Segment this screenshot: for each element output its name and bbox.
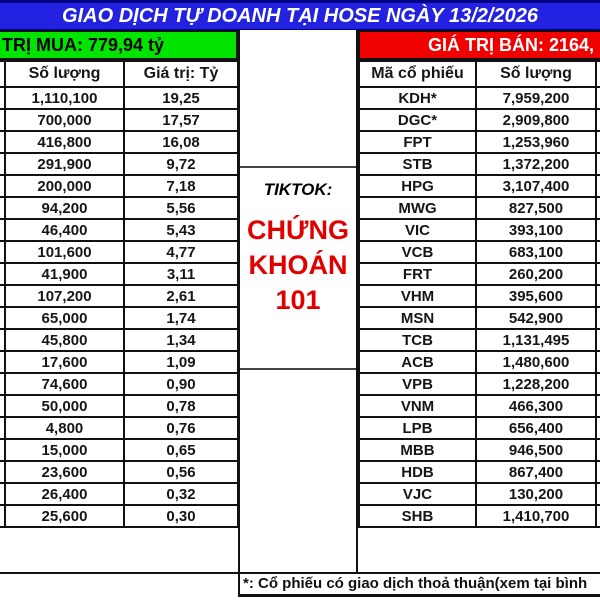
table-row bbox=[359, 417, 600, 439]
sell-quantity-cell: 827,500 bbox=[476, 197, 596, 219]
table-row bbox=[0, 505, 238, 527]
sell-ticker-cell: MBB bbox=[359, 439, 476, 461]
table-row bbox=[359, 395, 600, 417]
table-row bbox=[359, 87, 600, 109]
sell-quantity-cell: 867,400 bbox=[476, 461, 596, 483]
buy-quantity-cell: 416,800 bbox=[5, 131, 124, 153]
table-row bbox=[0, 175, 238, 197]
buy-table bbox=[0, 60, 239, 528]
table-row bbox=[359, 219, 600, 241]
cut-edge-cell bbox=[596, 285, 600, 307]
table-row bbox=[0, 197, 238, 219]
table-row bbox=[0, 153, 238, 175]
channel-line-1: CHỨNG bbox=[247, 215, 349, 245]
sell-ticker-cell: HPG bbox=[359, 175, 476, 197]
table-row bbox=[359, 329, 600, 351]
page-title: GIAO DỊCH TỰ DOANH TẠI HOSE NGÀY 13/2/2026 bbox=[0, 0, 600, 30]
table-row bbox=[359, 307, 600, 329]
buy-quantity-cell: 26,400 bbox=[5, 483, 124, 505]
table-row bbox=[359, 483, 600, 505]
buy-quantity-cell: 23,600 bbox=[5, 461, 124, 483]
cut-edge-cell bbox=[596, 395, 600, 417]
sell-ticker-cell: LPB bbox=[359, 417, 476, 439]
cut-edge-cell bbox=[596, 483, 600, 505]
tiktok-label: TIKTOK: bbox=[263, 180, 333, 199]
table-row bbox=[359, 439, 600, 461]
sell-quantity-cell: 1,480,600 bbox=[476, 351, 596, 373]
sell-quantity-cell: 1,253,960 bbox=[476, 131, 596, 153]
table-row bbox=[359, 131, 600, 153]
sell-ticker-cell: STB bbox=[359, 153, 476, 175]
cut-edge-cell bbox=[596, 241, 600, 263]
sell-ticker-cell: MSN bbox=[359, 307, 476, 329]
buy-quantity-cell: 700,000 bbox=[5, 109, 124, 131]
buy-value-cell: 0,90 bbox=[124, 373, 238, 395]
sell-quantity-cell: 393,100 bbox=[476, 219, 596, 241]
table-row bbox=[0, 329, 238, 351]
sell-ticker-cell: KDH* bbox=[359, 87, 476, 109]
cut-edge-cell bbox=[596, 505, 600, 527]
channel-name bbox=[240, 213, 356, 318]
table-row bbox=[359, 285, 600, 307]
buy-quantity-cell: 46,400 bbox=[5, 219, 124, 241]
cut-edge-cell bbox=[596, 417, 600, 439]
table-row bbox=[0, 351, 238, 373]
table-row bbox=[0, 483, 238, 505]
sell-quantity-cell: 3,107,400 bbox=[476, 175, 596, 197]
sell-table-body bbox=[359, 87, 600, 527]
cut-edge-cell bbox=[596, 175, 600, 197]
buy-quantity-cell: 50,000 bbox=[5, 395, 124, 417]
buy-value-cell: 0,56 bbox=[124, 461, 238, 483]
sell-quantity-cell: 1,131,495 bbox=[476, 329, 596, 351]
table-bottom-border bbox=[0, 572, 238, 574]
promo-box bbox=[240, 166, 356, 370]
cut-edge-cell bbox=[596, 131, 600, 153]
buy-value-cell: 7,18 bbox=[124, 175, 238, 197]
cut-edge-cell bbox=[596, 307, 600, 329]
sell-quantity-cell: 1,228,200 bbox=[476, 373, 596, 395]
sell-ticker-cell: VNM bbox=[359, 395, 476, 417]
buy-value-cell: 0,78 bbox=[124, 395, 238, 417]
buy-quantity-cell: 17,600 bbox=[5, 351, 124, 373]
sell-ticker-cell: VIC bbox=[359, 219, 476, 241]
table-row bbox=[0, 219, 238, 241]
table-row bbox=[359, 197, 600, 219]
table-row bbox=[0, 131, 238, 153]
table-row bbox=[359, 153, 600, 175]
sell-quantity-cell: 542,900 bbox=[476, 307, 596, 329]
buy-value-cell: 1,34 bbox=[124, 329, 238, 351]
table-row bbox=[0, 417, 238, 439]
buy-value-cell: 1,74 bbox=[124, 307, 238, 329]
buy-quantity-cell: 291,900 bbox=[5, 153, 124, 175]
cut-edge-cell bbox=[596, 87, 600, 109]
sell-quantity-cell: 1,372,200 bbox=[476, 153, 596, 175]
sell-ticker-cell: HDB bbox=[359, 461, 476, 483]
buy-value-cell: 9,72 bbox=[124, 153, 238, 175]
buy-table-body bbox=[0, 87, 238, 527]
buy-value-cell: 0,65 bbox=[124, 439, 238, 461]
sell-ticker-cell: SHB bbox=[359, 505, 476, 527]
buy-value-cell: 0,32 bbox=[124, 483, 238, 505]
buy-value-cell: 4,77 bbox=[124, 241, 238, 263]
table-row bbox=[359, 241, 600, 263]
buy-quantity-cell: 107,200 bbox=[5, 285, 124, 307]
table-row bbox=[0, 109, 238, 131]
sell-quantity-cell: 683,100 bbox=[476, 241, 596, 263]
buy-value-cell: 0,76 bbox=[124, 417, 238, 439]
buy-value-column-header: Giá trị: Tỷ bbox=[124, 61, 238, 87]
buy-quantity-cell: 94,200 bbox=[5, 197, 124, 219]
table-row bbox=[0, 87, 238, 109]
buy-value-cell: 19,25 bbox=[124, 87, 238, 109]
cut-edge-cell bbox=[596, 197, 600, 219]
table-row bbox=[359, 263, 600, 285]
sell-ticker-cell: ACB bbox=[359, 351, 476, 373]
cut-edge-cell bbox=[596, 461, 600, 483]
table-row bbox=[0, 285, 238, 307]
cut-edge-cell bbox=[596, 439, 600, 461]
buy-quantity-column-header: Số lượng bbox=[5, 61, 124, 87]
buy-value-header: TRỊ MUA: 779,94 tỷ bbox=[0, 30, 238, 60]
sell-ticker-cell: VJC bbox=[359, 483, 476, 505]
sell-quantity-cell: 130,200 bbox=[476, 483, 596, 505]
buy-value-cell: 2,61 bbox=[124, 285, 238, 307]
sell-ticker-cell: MWG bbox=[359, 197, 476, 219]
table-row bbox=[0, 395, 238, 417]
table-row bbox=[359, 373, 600, 395]
cut-edge-cell bbox=[596, 109, 600, 131]
cut-edge-cell bbox=[596, 351, 600, 373]
buy-quantity-cell: 25,600 bbox=[5, 505, 124, 527]
buy-value-cell: 5,56 bbox=[124, 197, 238, 219]
cut-edge-cell bbox=[596, 61, 600, 87]
buy-quantity-cell: 200,000 bbox=[5, 175, 124, 197]
sell-ticker-cell: VHM bbox=[359, 285, 476, 307]
sell-quantity-column-header: Số lượng bbox=[476, 61, 596, 87]
sell-ticker-cell: FPT bbox=[359, 131, 476, 153]
buy-value-cell: 16,08 bbox=[124, 131, 238, 153]
sell-quantity-cell: 2,909,800 bbox=[476, 109, 596, 131]
sell-ticker-cell: TCB bbox=[359, 329, 476, 351]
buy-value-cell: 5,43 bbox=[124, 219, 238, 241]
buy-quantity-cell: 4,800 bbox=[5, 417, 124, 439]
buy-value-cell: 3,11 bbox=[124, 263, 238, 285]
table-row bbox=[359, 175, 600, 197]
sell-quantity-cell: 946,500 bbox=[476, 439, 596, 461]
buy-quantity-cell: 41,900 bbox=[5, 263, 124, 285]
cut-edge-cell bbox=[596, 263, 600, 285]
buy-quantity-cell: 45,800 bbox=[5, 329, 124, 351]
sell-quantity-cell: 1,410,700 bbox=[476, 505, 596, 527]
sell-quantity-cell: 656,400 bbox=[476, 417, 596, 439]
buy-quantity-cell: 15,000 bbox=[5, 439, 124, 461]
cut-edge-cell bbox=[596, 153, 600, 175]
table-row bbox=[359, 505, 600, 527]
footnote: *: Cổ phiếu có giao dịch thoả thuận(xem tại bình bbox=[238, 572, 600, 597]
table-row bbox=[0, 439, 238, 461]
table-row bbox=[0, 241, 238, 263]
cut-edge-cell bbox=[596, 219, 600, 241]
sell-value-header: GIÁ TRỊ BÁN: 2164, bbox=[358, 30, 600, 60]
buy-value-cell: 0,30 bbox=[124, 505, 238, 527]
table-row bbox=[359, 109, 600, 131]
table-row bbox=[359, 351, 600, 373]
buy-quantity-cell: 1,110,100 bbox=[5, 87, 124, 109]
buy-quantity-cell: 101,600 bbox=[5, 241, 124, 263]
sell-table bbox=[358, 60, 600, 528]
buy-quantity-cell: 65,000 bbox=[5, 307, 124, 329]
table-row bbox=[0, 373, 238, 395]
table-row bbox=[359, 461, 600, 483]
sell-ticker-cell: DGC* bbox=[359, 109, 476, 131]
sell-ticker-cell: FRT bbox=[359, 263, 476, 285]
cut-edge-cell bbox=[596, 329, 600, 351]
sell-quantity-cell: 7,959,200 bbox=[476, 87, 596, 109]
sell-ticker-cell: VCB bbox=[359, 241, 476, 263]
middle-column bbox=[238, 30, 358, 572]
sell-ticker-column-header: Mã cổ phiếu bbox=[359, 61, 476, 87]
table-row bbox=[0, 461, 238, 483]
buy-quantity-cell: 74,600 bbox=[5, 373, 124, 395]
channel-line-2: KHOÁN bbox=[248, 250, 348, 280]
middle-empty-cell bbox=[240, 30, 356, 166]
sell-quantity-cell: 260,200 bbox=[476, 263, 596, 285]
sell-quantity-cell: 395,600 bbox=[476, 285, 596, 307]
channel-line-3: 101 bbox=[275, 285, 321, 315]
table-row bbox=[0, 263, 238, 285]
sell-header-row bbox=[359, 61, 600, 87]
cut-edge-cell bbox=[596, 373, 600, 395]
sell-quantity-cell: 466,300 bbox=[476, 395, 596, 417]
buy-value-cell: 1,09 bbox=[124, 351, 238, 373]
sell-ticker-cell: VPB bbox=[359, 373, 476, 395]
buy-header-row bbox=[0, 61, 238, 87]
buy-value-cell: 17,57 bbox=[124, 109, 238, 131]
table-row bbox=[0, 307, 238, 329]
